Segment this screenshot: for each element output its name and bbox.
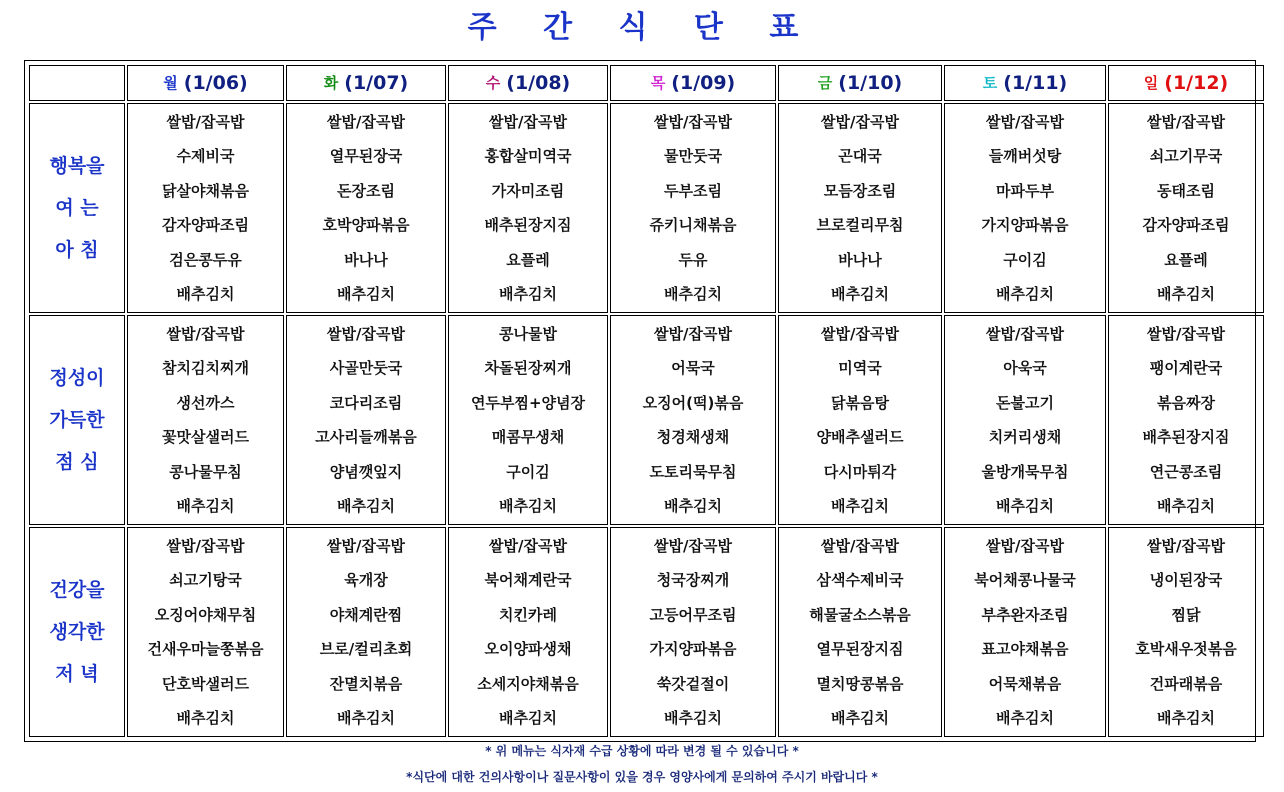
- menu-item: 건파래볶음: [1149, 674, 1223, 693]
- menu-item: 쌀밥/잡곡밥: [166, 112, 245, 131]
- day-icon: 월: [163, 74, 178, 92]
- menu-cell: [610, 315, 776, 525]
- menu-item: 가자미조림: [491, 181, 565, 200]
- menu-list: [449, 105, 607, 312]
- menu-item: 배추김치: [831, 497, 889, 515]
- weekly-menu-table: [27, 63, 1266, 739]
- menu-item: 수제비국: [176, 147, 235, 165]
- menu-item: 쌀밥/잡곡밥: [327, 324, 405, 343]
- menu-cell: [778, 527, 942, 737]
- menu-list: [945, 317, 1105, 524]
- meal-label-line: 가득한: [49, 409, 105, 431]
- menu-item: 구이김: [1003, 250, 1047, 269]
- day-icon: 화: [323, 74, 339, 92]
- menu-item: 쌀밥/잡곡밥: [166, 536, 245, 555]
- menu-item: 치커리생채: [988, 428, 1062, 446]
- menu-item: 배추김치: [664, 285, 722, 303]
- meal-label-line: 여 는: [55, 197, 99, 219]
- menu-item: 가지양파볶음: [649, 640, 737, 658]
- menu-item: 돈불고기: [996, 393, 1054, 412]
- menu-list: [1109, 105, 1263, 312]
- menu-item: 배추김치: [831, 709, 889, 727]
- menu-item: 쌀밥/잡곡밥: [821, 324, 899, 343]
- menu-item: 치킨카레: [499, 605, 557, 624]
- menu-item: 호박새우젓볶음: [1135, 640, 1237, 658]
- menu-item: 단호박샐러드: [162, 674, 249, 693]
- note-menu-change: * 위 메뉴는 식자재 수급 상황에 따라 변경 될 수 있습니다 *: [485, 744, 799, 758]
- day-header-wed: [448, 65, 608, 101]
- menu-item: 배추김치: [831, 285, 889, 303]
- day-date: (1/07): [344, 72, 409, 94]
- menu-list: [449, 317, 607, 524]
- menu-item: 요플레: [1164, 250, 1208, 269]
- meal-label-line: 건강을: [49, 579, 105, 601]
- page-title: 주 간 식 단 표: [467, 10, 817, 45]
- day-icon: 금: [817, 74, 833, 92]
- menu-item: 어묵채볶음: [988, 674, 1062, 693]
- menu-item: 쌀밥/잡곡밥: [986, 324, 1064, 343]
- menu-item: 삼색수제비국: [816, 571, 904, 589]
- menu-item: 쌀밥/잡곡밥: [654, 112, 732, 131]
- meal-label-line: 아 침: [55, 239, 99, 261]
- menu-item: 배추김치: [176, 709, 235, 727]
- menu-cell: [1108, 527, 1264, 737]
- menu-cell: [286, 315, 446, 525]
- menu-item: 배추김치: [1157, 497, 1215, 515]
- menu-item: 코다리조림: [329, 393, 403, 412]
- meal-label-lunch: [29, 315, 125, 525]
- menu-item: 구이김: [506, 462, 550, 481]
- menu-cell: [778, 103, 942, 313]
- menu-item: 표고야채볶음: [981, 640, 1069, 658]
- menu-item: 미역국: [838, 359, 882, 377]
- menu-cell: [127, 315, 284, 525]
- menu-item: 배추김치: [996, 497, 1054, 515]
- menu-item: 부추완자조림: [981, 605, 1069, 624]
- meal-label-line: 생각한: [49, 621, 105, 643]
- menu-item: 생선까스: [176, 393, 235, 412]
- header-row: [29, 65, 1264, 101]
- menu-item: 콩나물무침: [169, 462, 242, 481]
- day-header-thu: [610, 65, 776, 101]
- menu-item: 바나나: [838, 250, 882, 269]
- menu-list: [611, 105, 775, 312]
- menu-cell: [778, 315, 942, 525]
- menu-item: 꽃맛살샐러드: [162, 428, 249, 446]
- menu-item: 쌀밥/잡곡밥: [821, 112, 899, 131]
- menu-item: 배추된장지짐: [1142, 428, 1230, 446]
- menu-item: 쌀밥/잡곡밥: [654, 324, 732, 343]
- menu-item: 동태조림: [1157, 181, 1215, 200]
- day-header-tue: [286, 65, 446, 101]
- menu-item: 돈장조림: [337, 181, 395, 200]
- menu-item: 쇠고기탕국: [169, 571, 242, 589]
- day-header-mon: [127, 65, 284, 101]
- menu-item: 바나나: [344, 250, 388, 269]
- menu-list: [779, 105, 941, 312]
- menu-item: 쌀밥/잡곡밥: [327, 112, 405, 131]
- menu-item: 배추김치: [664, 709, 722, 727]
- menu-list: [287, 105, 445, 312]
- menu-item: 연근콩조림: [1149, 462, 1223, 481]
- menu-item: 쌀밥/잡곡밥: [489, 112, 567, 131]
- meal-label-line: 행복을: [49, 155, 105, 177]
- day-date: (1/09): [671, 72, 736, 94]
- day-header-sat: [944, 65, 1106, 101]
- day-icon: 수: [485, 74, 501, 92]
- menu-item: 멸치땅콩볶음: [816, 674, 904, 693]
- menu-item: 배추김치: [176, 497, 235, 515]
- menu-item: 사골만둣국: [329, 359, 403, 377]
- menu-item: 쌀밥/잡곡밥: [166, 324, 245, 343]
- menu-table-frame: [24, 60, 1256, 742]
- menu-item: 야채계란찜: [329, 605, 403, 624]
- menu-item: 배추김치: [996, 709, 1054, 727]
- menu-list: [611, 317, 775, 524]
- menu-item: 청경채생채: [656, 428, 730, 446]
- menu-item: 배추김치: [337, 497, 395, 515]
- menu-item: 배추김치: [1157, 709, 1215, 727]
- menu-item: 닭살야채볶음: [162, 181, 249, 200]
- menu-item: 북어채콩나물국: [974, 571, 1076, 589]
- menu-item: 잔멸치볶음: [329, 674, 403, 693]
- menu-list: [945, 105, 1105, 312]
- menu-item: 볶음짜장: [1157, 393, 1215, 412]
- day-date: (1/12): [1164, 72, 1229, 94]
- menu-item: 물만둣국: [664, 147, 722, 165]
- menu-item: 양념깻잎지: [329, 462, 403, 481]
- note-contact-dietitian: *식단에 대한 건의사항이나 질문사항이 있을 경우 영양사에게 문의하여 주시기 바랍니다 *: [406, 770, 878, 784]
- menu-cell: [448, 527, 608, 737]
- menu-item: 감자양파조림: [1142, 216, 1230, 234]
- menu-item: 검은콩두유: [169, 250, 242, 269]
- menu-list: [128, 529, 283, 736]
- menu-cell: [1108, 103, 1264, 313]
- menu-item: 들깨버섯탕: [988, 147, 1062, 165]
- menu-cell: [610, 527, 776, 737]
- menu-item: 쌀밥/잡곡밥: [1147, 536, 1225, 555]
- day-header-sun: [1108, 65, 1264, 101]
- day-icon: 토: [982, 74, 998, 92]
- menu-item: 배추김치: [337, 285, 395, 303]
- menu-cell: [448, 103, 608, 313]
- menu-cell: [286, 103, 446, 313]
- menu-cell: [944, 315, 1106, 525]
- menu-item: 배추김치: [499, 285, 557, 303]
- menu-item: 브로컬리무침: [816, 216, 904, 234]
- meal-label-line: 저 녁: [55, 663, 99, 685]
- menu-item: 호박양파볶음: [322, 216, 410, 234]
- menu-item: 쌀밥/잡곡밥: [1147, 112, 1225, 131]
- menu-cell: [944, 103, 1106, 313]
- menu-cell: [448, 315, 608, 525]
- menu-item: 배추된장지짐: [484, 216, 572, 234]
- menu-item: 쌀밥/잡곡밥: [1147, 324, 1225, 343]
- menu-item: 차돌된장찌개: [484, 359, 572, 377]
- menu-item: 고등어무조림: [649, 605, 737, 624]
- menu-list: [287, 317, 445, 524]
- menu-item: 고사리들깨볶음: [315, 428, 417, 446]
- menu-item: 오징어(떡)볶음: [642, 393, 744, 412]
- menu-item: 육개장: [344, 571, 388, 589]
- menu-item: 배추김치: [337, 709, 395, 727]
- menu-item: 쑥갓겉절이: [656, 674, 730, 693]
- menu-item: 쌀밥/잡곡밥: [654, 536, 732, 555]
- menu-list: [779, 317, 941, 524]
- menu-item: 두유: [678, 250, 708, 269]
- menu-item: 배추김치: [1157, 285, 1215, 303]
- meal-row-dinner: [29, 527, 1264, 737]
- meal-row-breakfast: [29, 103, 1264, 313]
- menu-item: 어묵국: [671, 359, 715, 377]
- menu-item: 도토리묵무침: [649, 462, 737, 481]
- menu-item: 쌀밥/잡곡밥: [327, 536, 405, 555]
- day-date: (1/06): [183, 72, 248, 94]
- menu-cell: [944, 527, 1106, 737]
- menu-item: 쌀밥/잡곡밥: [986, 536, 1064, 555]
- menu-item: 두부조림: [664, 181, 722, 200]
- menu-list: [945, 529, 1105, 736]
- menu-item: 팽이계란국: [1149, 359, 1223, 377]
- menu-item: 쇠고기무국: [1149, 147, 1223, 165]
- menu-cell: [286, 527, 446, 737]
- menu-item: 배추김치: [996, 285, 1054, 303]
- menu-item: 마파두부: [996, 181, 1054, 200]
- menu-item: 요플레: [506, 250, 550, 269]
- menu-item: 열무된장국: [329, 147, 403, 165]
- menu-item: 닭볶음탕: [831, 393, 889, 412]
- day-header-fri: [778, 65, 942, 101]
- menu-item: 울방개묵무침: [981, 462, 1069, 481]
- menu-item: 연두부찜+양념장: [471, 393, 585, 412]
- menu-item: 오징어야채무침: [154, 605, 257, 624]
- menu-list: [128, 105, 283, 312]
- menu-item: 배추김치: [499, 709, 557, 727]
- menu-item: 콩나물밥: [499, 324, 557, 343]
- menu-cell: [127, 527, 284, 737]
- day-date: (1/08): [506, 72, 571, 94]
- menu-item: 북어채계란국: [484, 571, 572, 589]
- meal-label-line: 점 심: [55, 451, 99, 473]
- menu-item: 소세지야채볶음: [477, 674, 579, 693]
- menu-item: 다시마튀각: [823, 462, 897, 481]
- menu-cell: [610, 103, 776, 313]
- menu-item: 브로/컬리초회: [319, 640, 413, 658]
- menu-item: 열무된장지짐: [816, 640, 904, 658]
- day-date: (1/10): [838, 72, 903, 94]
- menu-item: 해물굴소스볶음: [809, 605, 911, 624]
- day-icon: 목: [650, 74, 666, 92]
- menu-item: 쥬키니채볶음: [649, 216, 737, 234]
- menu-item: 양배추샐러드: [816, 428, 904, 446]
- menu-item: 쌀밥/잡곡밥: [986, 112, 1064, 131]
- meal-label-line: 정성이: [49, 367, 105, 389]
- meal-row-lunch: [29, 315, 1264, 525]
- menu-list: [1109, 529, 1263, 736]
- menu-item: 감자양파조림: [162, 216, 249, 234]
- menu-item: 매콤무생채: [491, 428, 565, 446]
- menu-list: [611, 529, 775, 736]
- day-icon: 일: [1143, 74, 1159, 92]
- meal-label-breakfast: [29, 103, 125, 313]
- menu-item: 쌀밥/잡곡밥: [489, 536, 567, 555]
- menu-item: 아욱국: [1003, 359, 1047, 377]
- menu-list: [779, 529, 941, 736]
- menu-item: 쌀밥/잡곡밥: [821, 536, 899, 555]
- menu-cell: [1108, 315, 1264, 525]
- menu-list: [287, 529, 445, 736]
- menu-item: 곤대국: [838, 147, 882, 165]
- day-date: (1/11): [1003, 72, 1068, 94]
- meal-label-dinner: [29, 527, 125, 737]
- menu-item: 건새우마늘쫑볶음: [147, 640, 264, 658]
- menu-cell: [127, 103, 284, 313]
- corner-cell: [29, 65, 125, 101]
- menu-item: 참치김치찌개: [162, 359, 249, 377]
- menu-list: [1109, 317, 1263, 524]
- menu-item: 배추김치: [499, 497, 557, 515]
- menu-item: 홍합살미역국: [484, 147, 572, 165]
- menu-item: 오이양파생채: [484, 640, 572, 658]
- menu-item: 청국장찌개: [656, 571, 730, 589]
- menu-item: 가지양파볶음: [981, 216, 1069, 234]
- menu-item: 찜닭: [1171, 605, 1201, 624]
- menu-list: [128, 317, 283, 524]
- menu-item: 배추김치: [176, 285, 235, 303]
- menu-list: [449, 529, 607, 736]
- menu-item: 모듬장조림: [823, 181, 897, 200]
- menu-item: 냉이된장국: [1149, 571, 1223, 589]
- menu-item: 배추김치: [664, 497, 722, 515]
